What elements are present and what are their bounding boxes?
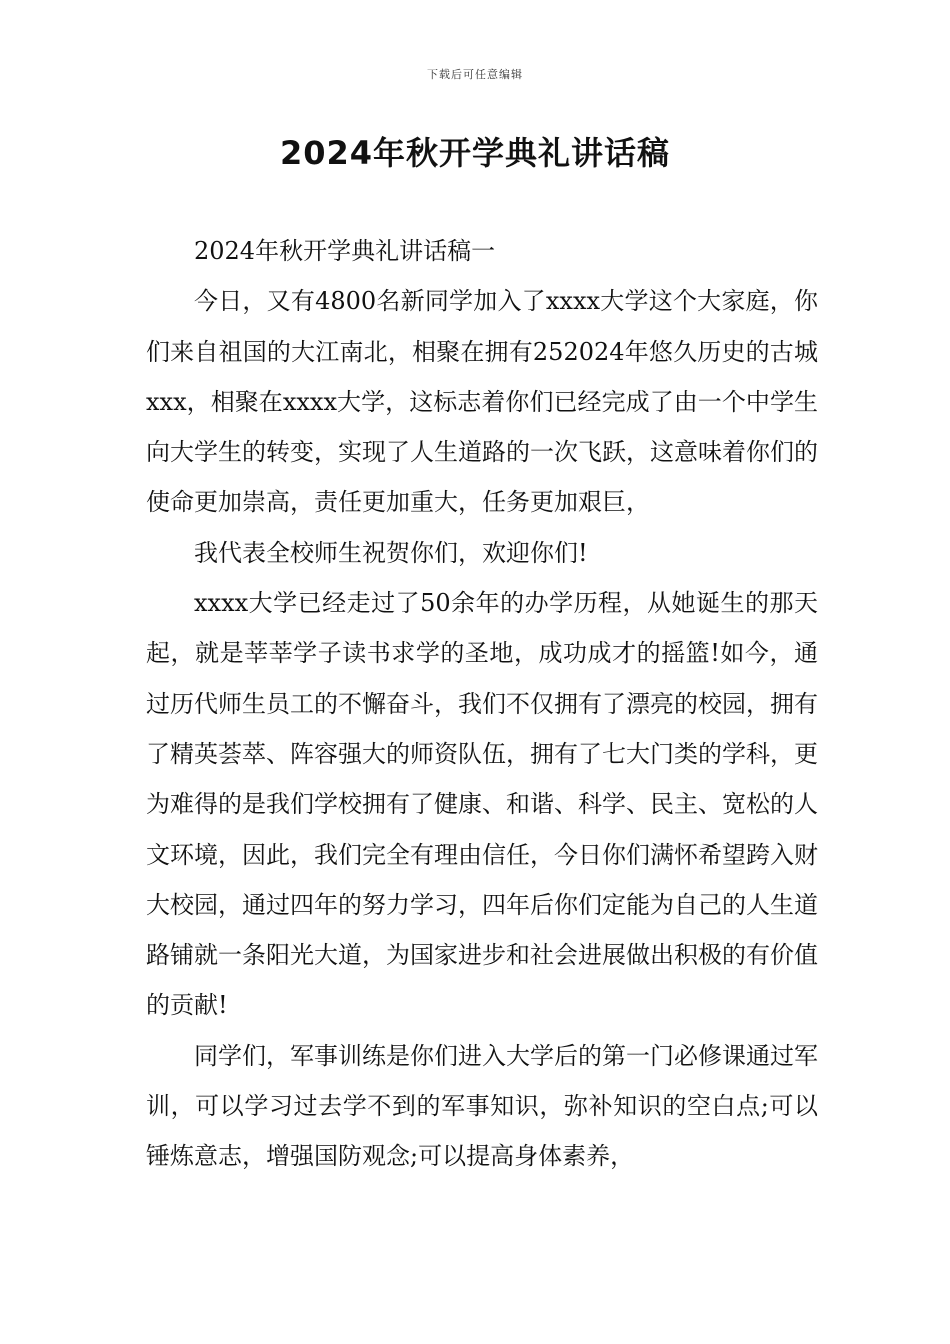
document-title: 2024年秋开学典礼讲话稿	[279, 134, 671, 172]
body-paragraph: 今日，又有4800名新同学加入了xxxx大学这个大家庭，你们来自祖国的大江南北，相聚在拥有252024年悠久历史的古城xxx，相聚在xxxx大学，这标志着你们已经完成了由一个中学生向大学生的转变，实现了人生道路的一次飞跃，这意味着你们的使命更加崇高，责任更加重大，任务更加艰巨，	[146, 287, 818, 517]
body-paragraph: 我代表全校师生祝贺你们，欢迎你们!	[194, 538, 588, 567]
body-paragraph: 同学们，军事训练是你们进入大学后的第一门必修课通过军训，可以学习过去学不到的军事知识，弥补知识的空白点;可以锤炼意志，增强国防观念;可以提高身体素养，	[146, 1041, 818, 1171]
body-paragraph-subtitle: 2024年秋开学典礼讲话稿一	[194, 237, 496, 265]
body-paragraph: xxxx大学已经走过了50余年的办学历程，从她诞生的那天起，就是莘莘学子读书求学的圣地，成功成才的摇篮!如今，通过历代师生员工的不懈奋斗，我们不仅拥有了漂亮的校园，拥有了精英荟萃、阵容强大的师资队伍，拥有了七大门类的学科，更为难得的是我们学校拥有了健康、和谐、科学、民主、宽松的人文环境，因此，我们完全有理由信任，今日你们满怀希望跨入财大校园，通过四年的努力学习，四年后你们定能为自己的人生道路铺就一条阳光大道，为国家进步和社会进展做出积极的有价值的贡献!	[146, 589, 818, 1020]
header-note: 下载后可任意编辑	[427, 68, 523, 81]
document-body	[146, 226, 818, 1182]
